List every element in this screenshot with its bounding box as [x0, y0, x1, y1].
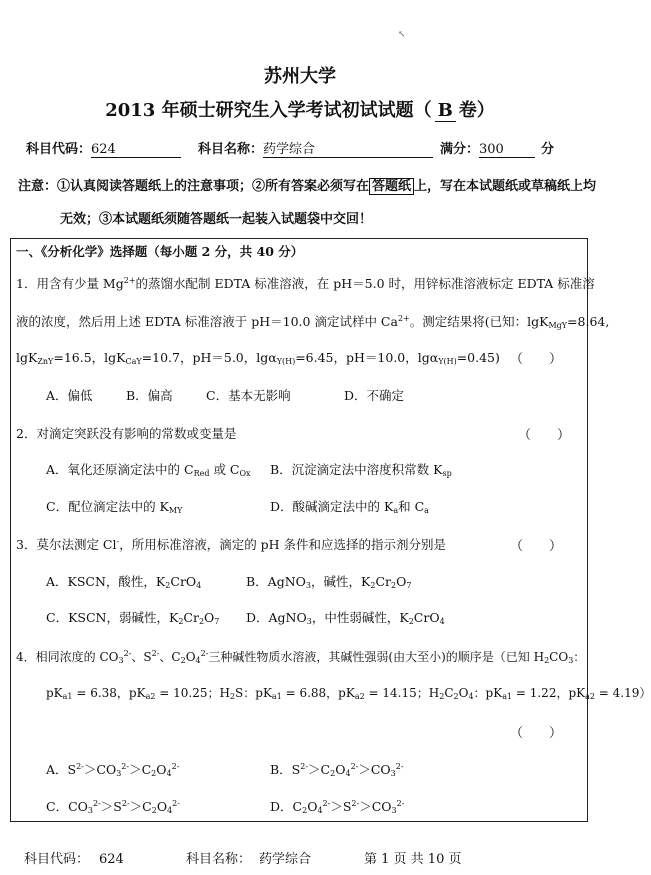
q4-l2-s5: a2 — [354, 692, 365, 701]
q2-a-1: A．氧化还原滴定法中的 C — [46, 462, 194, 477]
q1-l1-sup: 2+ — [123, 276, 136, 285]
full-score — [440, 138, 554, 158]
q1-line-1 — [16, 274, 595, 292]
q4-l1-g: ： — [573, 650, 586, 664]
q2-b-s: sp — [442, 469, 452, 478]
q3-stem-b: ，所用标准溶液，滴定的 pH 条件和应选择的指示剂分别是 — [119, 537, 447, 552]
name-label: 科目名称： — [198, 142, 264, 157]
q4d-2: O — [307, 799, 318, 814]
q4-option-a — [46, 760, 179, 778]
footer-code-value: 624 — [99, 852, 124, 867]
q4-l2-k: = 4.19） — [594, 686, 651, 700]
q3-b-s2: 2 — [370, 581, 376, 590]
q4-l2-j: = 1.22，pK — [512, 686, 586, 700]
code-value: 624 — [91, 142, 181, 158]
q3-b-s1: 3 — [305, 581, 311, 590]
score-label: 满分： — [440, 142, 480, 157]
q4-l1-sub4: 2 — [544, 656, 550, 665]
q1-l3-b: =16.5，lgK — [53, 350, 126, 365]
q4-l1-b: 、S — [131, 650, 152, 664]
q4-answer-paren: （ ） — [510, 726, 563, 741]
q4b-1: 2- — [300, 762, 309, 771]
section-heading: 一、《分析化学》选择题（每小题 2 分，共 40 分） — [16, 244, 304, 259]
q4-line-2 — [46, 684, 651, 701]
q4b-5: 4 — [345, 769, 351, 778]
q2-d-1: D．酸碱滴定法中的 K — [270, 499, 394, 514]
q4-l1-d: O — [185, 650, 196, 664]
q1-l2-a: 液的浓度，然后用上述 EDTA 标准溶液于 pH＝10.0 滴定试样中 Ca — [16, 314, 398, 329]
q3-stem-sup: - — [116, 537, 120, 546]
q4b-0: B．S — [270, 762, 301, 777]
q2-d-2: 和 C — [398, 499, 425, 514]
q3-a-s1: 2 — [165, 581, 171, 590]
q1-answer-paren: （ ） — [510, 352, 563, 367]
title-after: 卷） — [458, 100, 495, 121]
q1-option-d: D．不确定 — [344, 388, 405, 403]
q4c-5: ＞C — [129, 799, 152, 814]
q4b-7: ＞CO — [358, 762, 391, 777]
subject-name — [198, 138, 433, 158]
footer-code-label: 科目代码： — [24, 852, 90, 867]
title-before: 2013 年硕士研究生入学考试初试试题（ — [105, 100, 432, 121]
q4-option-c — [46, 797, 180, 815]
q4b-3: 2 — [330, 769, 336, 778]
q4d-0: D．C — [270, 799, 303, 814]
q2-b-1: B．沉淀滴定法中溶度积常数 K — [270, 462, 443, 477]
q3-c-s1: 2 — [178, 617, 184, 626]
q1-l2-c: =8.64, — [567, 314, 610, 329]
q4-option-b — [270, 760, 404, 778]
q1-line-3 — [16, 348, 500, 366]
q4-l2-h: O — [458, 686, 469, 700]
q3-a-2: CrO — [170, 574, 197, 589]
q4-l1-sup1: 2- — [123, 649, 132, 658]
q1-l3-sub1: ZnY — [37, 357, 54, 366]
q1-option-c: C．基本无影响 — [206, 388, 291, 403]
q1-l3-e: =0.45) — [456, 350, 500, 365]
page-number: 第 1 页 共 10 页 — [364, 852, 462, 867]
corner-mark: ↖ — [398, 30, 406, 40]
q4-l2-d: S：pK — [235, 686, 272, 700]
q1-l2-sup: 2+ — [397, 314, 410, 323]
q4-l2-g: C — [444, 686, 454, 700]
q3-option-a — [46, 572, 201, 590]
q4-l1-a: 4．相同浓度的 CO — [16, 650, 119, 664]
q4a-5: ＞C — [129, 762, 152, 777]
q4d-9: 2- — [396, 799, 405, 808]
q1-l3-d: =6.45，pH＝10.0，lgα — [295, 350, 439, 365]
q2-c-1: C．配位滴定法中的 K — [46, 499, 169, 514]
q4-l2-s4: a1 — [271, 692, 282, 701]
q2-d-s1: a — [393, 506, 399, 515]
q4b-2: ＞C — [308, 762, 331, 777]
q4d-7: ＞CO — [359, 799, 392, 814]
q2-a-s1: Red — [193, 469, 210, 478]
q4d-3: 4 — [317, 806, 323, 815]
q3-b-3: Cr — [375, 574, 391, 589]
q4-l1-f: CO — [549, 650, 569, 664]
q1-line-2 — [16, 312, 609, 330]
q4-l2-a: pK — [46, 686, 63, 700]
q4-l2-s2: a2 — [145, 692, 156, 701]
q4a-1: 2- — [76, 762, 84, 771]
q4-l1-sup3: 2- — [200, 649, 209, 658]
q4-l1-sub3: 4 — [195, 656, 201, 665]
notice-l1-after: 上，写在本试题纸或草稿纸上均 — [414, 179, 597, 194]
q4a-2: ＞CO — [83, 762, 117, 777]
notice-line-2: 无效；③本试题纸须随答题纸一起装入试题袋中交回！ — [60, 212, 373, 227]
q4c-2: 2- — [92, 799, 101, 808]
q4-l1-sub5: 3 — [568, 656, 574, 665]
q2-option-b — [270, 460, 452, 478]
q4d-6: 2- — [351, 799, 360, 808]
q4a-9: 2- — [171, 762, 180, 771]
q1-l3-sub3: Y(H) — [276, 357, 296, 366]
q4d-1: 2 — [302, 806, 308, 815]
q1-l2-sub: MgY — [548, 321, 568, 330]
q2-a-2: 或 C — [209, 462, 240, 477]
q2-d-s2: a — [424, 506, 429, 515]
q4-l2-b: = 6.38，pK — [72, 686, 146, 700]
q3-d-s1: 3 — [306, 617, 312, 626]
q1-l1-a: 1．用含有少量 Mg — [16, 276, 124, 291]
q4-l1-sup2: 2- — [151, 649, 160, 658]
q2-option-d — [270, 497, 429, 515]
name-value: 药学综合 — [263, 138, 433, 158]
score-unit: 分 — [541, 142, 555, 157]
q4-line-1 — [16, 648, 585, 665]
q3-b-1: B．AgNO — [246, 574, 306, 589]
q1-l3-c: =10.7，pH＝5.0，lgα — [141, 350, 277, 365]
q4a-7: O — [156, 762, 167, 777]
q3-answer-paren: （ ） — [510, 539, 563, 554]
q4a-8: 4 — [166, 769, 172, 778]
q3-c-s2: 2 — [198, 617, 205, 626]
q4d-5: ＞S — [330, 799, 352, 814]
q4b-9: 2- — [395, 762, 404, 771]
score-value: 300 — [479, 142, 535, 158]
exam-title — [0, 96, 600, 122]
q3-d-s3: 4 — [439, 617, 445, 626]
q1-option-b: B．偏高 — [126, 388, 173, 403]
q4-l2-i: ：pK — [473, 686, 503, 700]
q3-stem — [16, 535, 446, 553]
footer-name — [186, 848, 311, 867]
q3-c-3: O — [204, 610, 215, 625]
q1-l3-sub4: Y(H) — [438, 357, 457, 366]
q3-option-b — [246, 572, 411, 590]
q4-l2-s7: 2 — [453, 692, 459, 701]
q4-l1-e: 三种碱性物质水溶液，其碱性强弱(由大至小)的顺序是（已知 H — [208, 650, 545, 664]
q4c-7: O — [156, 799, 168, 814]
q4-l1-sub2: 2 — [180, 656, 186, 665]
q4-l2-s10: a2 — [585, 692, 595, 701]
q3-a-1: A．KSCN，酸性，K — [46, 574, 166, 589]
q4c-4: 2- — [121, 799, 130, 808]
q3-c-1: C．KSCN，弱碱性，K — [46, 610, 179, 625]
q3-stem-a: 3．莫尔法测定 Cl — [16, 537, 117, 552]
q1-l1-b: 的蒸馏水配制 EDTA 标准溶液，在 pH＝5.0 时，用锌标准溶液标定 EDTA 标准溶 — [135, 276, 595, 291]
q4c-6: 2 — [151, 806, 157, 815]
notice-label: 注意： — [18, 179, 58, 194]
q1-l3-sub2: CaY — [125, 357, 142, 366]
q4-l2-s6: 2 — [439, 692, 445, 701]
q4c-9: 2- — [172, 799, 180, 808]
q2-stem: 2．对滴定突跃没有影响的常数或变量是 — [16, 426, 237, 441]
q1-option-a: A．偏低 — [46, 388, 93, 403]
q2-c-s: MY — [168, 506, 183, 515]
q3-option-c — [46, 608, 219, 626]
footer-name-value: 药学综合 — [259, 852, 312, 867]
q4c-3: ＞S — [100, 799, 122, 814]
q4-l2-s8: 4 — [468, 692, 474, 701]
answer-sheet-box: 答题纸 — [369, 178, 414, 195]
q3-b-2: ，碱性，K — [311, 574, 371, 589]
q4-l2-e: = 6.88，pK — [281, 686, 355, 700]
q4-option-d — [270, 797, 404, 815]
q3-d-1: D．AgNO — [246, 610, 307, 625]
q4b-4: O — [335, 762, 346, 777]
q3-d-3: CrO — [413, 610, 440, 625]
q1-l3-a: lgK — [16, 350, 38, 365]
q2-option-a — [46, 460, 251, 478]
q2-answer-paren: （ ） — [518, 428, 571, 443]
q4-l2-c: = 10.25；H — [155, 686, 230, 700]
q4-l2-s3: 2 — [229, 692, 236, 701]
q4a-0: A．S — [46, 762, 77, 777]
paper-letter: B — [435, 100, 456, 122]
q4c-8: 4 — [167, 806, 173, 815]
notice-l1-before: ①认真阅读答题纸上的注意事项；②所有答案必须写在 — [57, 179, 370, 194]
q4d-4: 2- — [322, 799, 331, 808]
footer-name-label: 科目名称： — [186, 852, 252, 867]
subject-code — [26, 138, 181, 158]
q3-c-2: Cr — [183, 610, 199, 625]
code-label: 科目代码： — [26, 142, 92, 157]
q3-d-s2: 2 — [408, 617, 414, 626]
q3-c-s3: 7 — [214, 617, 220, 626]
footer-code — [24, 848, 124, 867]
q4b-8: 3 — [390, 769, 396, 778]
q4b-6: 2- — [350, 762, 359, 771]
q4d-8: 3 — [391, 806, 397, 815]
q3-option-d — [246, 608, 445, 626]
q4-l2-s9: a1 — [502, 692, 513, 701]
q1-l2-b: 。测定结果将(已知：lgK — [409, 314, 549, 329]
q3-b-4: O — [396, 574, 407, 589]
q4-l1-c: 、C — [159, 650, 181, 664]
q3-a-s2: 4 — [196, 581, 202, 590]
q4-l2-f: = 14.15；H — [364, 686, 440, 700]
q3-d-2: ，中性弱碱性，K — [311, 610, 409, 625]
q3-b-s4: 7 — [406, 581, 412, 590]
q4a-4: 2- — [121, 762, 130, 771]
q4-l2-s1: a1 — [62, 692, 73, 701]
q4a-6: 2 — [151, 769, 157, 778]
q3-b-s3: 2 — [390, 581, 397, 590]
q2-option-c — [46, 497, 182, 515]
q4a-3: 3 — [116, 769, 122, 778]
university-name: 苏州大学 — [264, 66, 336, 87]
q4-l1-sub1: 3 — [118, 656, 124, 665]
q4c-0: C．CO — [46, 799, 88, 814]
q2-a-s2: Ox — [239, 469, 251, 478]
q4c-1: 3 — [87, 806, 93, 815]
notice-line-1 — [18, 175, 596, 194]
